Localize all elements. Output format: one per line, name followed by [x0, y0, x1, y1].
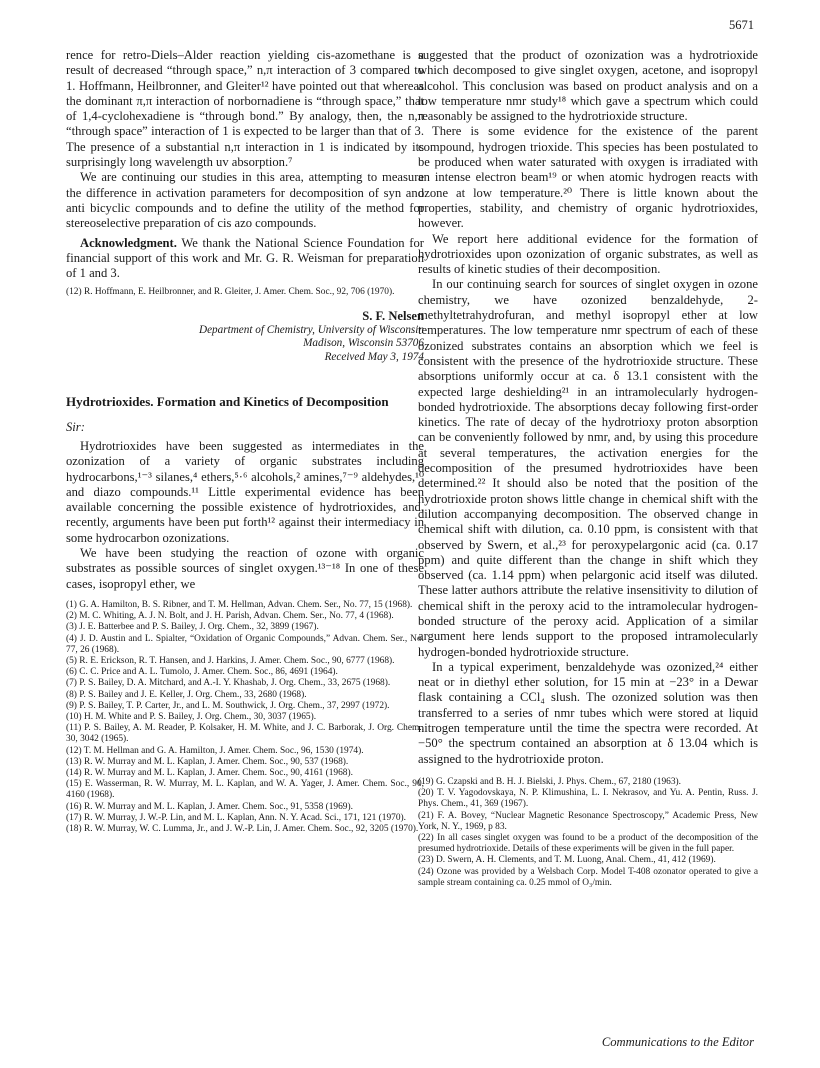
page-number: 5671 — [729, 18, 754, 32]
reference: (6) C. C. Price and A. L. Tumolo, J. Amer. Chem. Soc., 86, 4691 (1964). — [66, 667, 338, 678]
reference: (13) R. W. Murray and M. L. Kaplan, J. Amer. Chem. Soc., 90, 537 (1968). — [66, 756, 349, 767]
salutation: Sir: — [66, 419, 85, 434]
article-title: Hydrotrioxides. Formation and Kinetics of Decomposition — [66, 394, 389, 410]
reference: (10) H. M. White and P. S. Bailey, J. Org. Chem., 30, 3037 (1965). — [66, 711, 317, 722]
reference-list — [66, 600, 424, 835]
reference-list — [418, 777, 758, 889]
reference: (20) T. V. Yagodovskaya, N. P. Klimushina, L. I. Nekrasov, and Yu. A. Pentin, Russ. J. Phys. Chem., 41, 369 (1967). — [418, 788, 758, 810]
reference: (8) P. S. Bailey and J. E. Keller, J. Org. Chem., 33, 2680 (1968). — [66, 689, 307, 700]
reference: (2) M. C. Whiting, A. J. N. Bolt, and J. H. Parish, Advan. Chem. Ser., No. 77, 4 (1968). — [66, 611, 394, 622]
reference: (22) In all cases singlet oxygen was found to be a product of the decomposition of the presumed hydrotrioxide. Details of these experiments will be given in the full paper. — [418, 832, 758, 855]
reference: (7) P. S. Bailey, D. A. Mitchard, and A.-I. Y. Khashab, J. Org. Chem., 33, 2675 (1968). — [66, 678, 391, 689]
reference: (19) G. Czapski and B. H. J. Bielski, J. Phys. Chem., 67, 2180 (1963). — [418, 776, 682, 787]
reference: (18) R. W. Murray, W. C. Lumma, Jr., and J. W.-P. Lin, J. Amer. Chem. Soc., 92, 3205 (1970). — [66, 824, 419, 834]
acknowledgment — [66, 236, 424, 282]
reference: (1) G. A. Hamilton, B. S. Ribner, and T. M. Hellman, Advan. Chem. Ser., No. 77, 15 (1968). — [66, 599, 413, 610]
paragraph: In a typical experiment, benzaldehyde was ozonized,²⁴ either neat or in diethyl ether solution, for 15 min at −23° in a Dewar flask containing a CCl₄ slush. The ozonized solution was then transferred to a series of nmr tubes which were stored at liquid nitrogen temperature until the time the spectra were recorded. At −50° the spectrum contained an absorption at δ 13.04 which is assigned to the hydrotrioxide proton. — [418, 659, 758, 766]
affiliation-line: Department of Chemistry, University of Wisconsin — [199, 323, 424, 336]
acknowledgment-text: We thank the National Science Foundation for financial support of this work and Mr. G. R. Weisman for preparation of 1 and 3. — [66, 235, 424, 281]
reference: (4) J. D. Austin and L. Spialter, “Oxidation of Organic Compounds,” Advan. Chem. Ser., No. 77, 26 (1968). — [66, 633, 424, 655]
right-column — [418, 48, 758, 889]
paragraph: In our continuing search for sources of singlet oxygen in ozone chemistry, we have ozonized benzaldehyde, 2-methyltetrahydrofuran, and methyl isopropyl ether at low temperatures. The low temperature nmr spectrum of each of these ozonized substrates contains an absorption which we feel is consistent with the presence of the hydrotrioxide structure. These absorptions uniformly occur at ca. δ 13.1 consistent with the expected large deshielding²¹ in an intramolecularly hydrogen-bonded hydrotrioxide. The absorptions decay following first-order kinetics. The rate of decay of the hydrotrioxy proton absorption can be conveniently followed by nmr, and, by using this procedure at several temperatures, the activation energies for the decomposition of the presumed hydrotrioxides have been determined.²² It should also be noted that the position of the hydrotrioxide proton shows little change in chemical shift with the dilution accompanying decomposition. The observed change in chemical shift with dilution, ca. 0.10 ppm, is consistent with that observed by Swern, et al.,²³ for peroxypelargonic acid (ca. 0.17 ppm) and quite different than the change in shift which they observed (ca. 1.14 ppm) when pelargonic acid itself was diluted. These latter authors attribute the relative insensitivity to dilution of chemical shift in the peroxy acid to the intramolecular hydrogen-bonded structure of the peroxy acid. Application of a similar argument here lends support to the proposed intramolecularly hydrogen-bonded hydrotrioxide structure. — [418, 277, 758, 659]
paragraph: suggested that the product of ozonization was a hydrotrioxide which decomposed to give singlet oxygen, acetone, and isopropyl alcohol. This conclusion was based on product analysis and on a low temperature nmr study¹⁸ which gave a spectrum which could reasonably be assigned to the hydrotrioxide structure. — [418, 48, 758, 124]
reference: (21) F. A. Bovey, “Nuclear Magnetic Resonance Spectroscopy,” Academic Press, New York, N. Y., 1969, p 83. — [418, 810, 758, 832]
reference: (3) J. E. Batterbee and P. S. Bailey, J. Org. Chem., 32, 3899 (1967). — [66, 622, 319, 633]
reference: (12) T. M. Hellman and G. A. Hamilton, J. Amer. Chem. Soc., 96, 1530 (1974). — [66, 745, 364, 756]
reference: (15) E. Wasserman, R. W. Murray, M. L. Kaplan, and W. A. Yager, J. Amer. Chem. Soc., 90, 4160 (1968). — [66, 779, 424, 801]
received-date: Received May 3, 1974 — [324, 350, 424, 363]
acknowledgment-heading: Acknowledgment. — [80, 235, 177, 250]
section-footer: Communications to the Editor — [601, 1035, 754, 1049]
left-column — [66, 48, 424, 835]
paragraph: Hydrotrioxides have been suggested as intermediates in the ozonization of a variety of organic substrates including hydrocarbons,¹⁻³ silanes,⁴ ethers,⁵·⁶ alcohols,² amines,⁷⁻⁹ aldehydes,¹⁰ and diazo compounds.¹¹ Little experimental evidence has been available concerning the possible existence of hydrotrioxides, and, recently, arguments have been put forth¹² against their intermediacy in some hydrocarbon ozonizations. — [66, 438, 424, 545]
paragraph: We report here additional evidence for the formation of hydrotrioxides upon ozonization of organic substrates, as well as results of kinetic studies of their decomposition. — [418, 231, 758, 277]
reference: (17) R. W. Murray, J. W.-P. Lin, and M. L. Kaplan, Ann. N. Y. Acad. Sci., 171, 121 (1970). — [66, 812, 406, 823]
paragraph: We have been studying the reaction of ozone with organic substrates as possible sources of singlet oxygen.¹³⁻¹⁸ In one of these cases, isopropyl ether, we — [66, 546, 424, 591]
reference: (9) P. S. Bailey, T. P. Carter, Jr., and L. M. Southwick, J. Org. Chem., 37, 2997 (1972). — [66, 700, 390, 711]
paragraph: There is some evidence for the existence of the parent compound, hydrogen trioxide. This species has been postulated to be produced when water saturated with oxygen is irradiated with an intense electron beam¹⁹ or when atomic hydrogen reacts with ozone at low temperature.²⁰ There is little known about the properties, stability, and chemistry of organic hydrotrioxides, however. — [418, 124, 758, 231]
reference: (24) Ozone was provided by a Welsbach Corp. Model T-408 ozonator operated to give a sample stream containing ca. 0.25 mmol of O₃/min. — [418, 866, 758, 888]
paragraph: rence for retro-Diels–Alder reaction yielding cis-azomethane is a result of decreased “through space,” n,π interaction of 3 compared to 1. Hoffmann, Heilbronner, and Gleiter¹² have pointed out that whereas the dominant π,π interaction of norbornadiene is “through space,” that of 1,4-cyclohexadiene is “through bond.” By analogy, then, the n,π “through space” interaction of 1 is expected to be larger than that of 3. The presence of a substantial n,π interaction in 1 is indicated by its surprisingly long wavelength uv absorption.⁷ — [66, 48, 424, 170]
reference: (11) P. S. Bailey, A. M. Reader, P. Kolsaker, H. M. White, and J. C. Barborak, J. Org. Chem., 30, 3042 (1965). — [66, 723, 424, 745]
reference: (16) R. W. Murray and M. L. Kaplan, J. Amer. Chem. Soc., 91, 5358 (1969). — [66, 801, 353, 812]
footnote: (12) R. Hoffmann, E. Heilbronner, and R. Gleiter, J. Amer. Chem. Soc., 92, 706 (1970). — [66, 287, 395, 298]
author-name: S. F. Nelsen — [362, 308, 424, 323]
reference: (14) R. W. Murray and M. L. Kaplan, J. Amer. Chem. Soc., 90, 4161 (1968). — [66, 767, 353, 778]
reference: (23) D. Swern, A. H. Clements, and T. M. Luong, Anal. Chem., 41, 412 (1969). — [418, 855, 716, 866]
reference: (5) R. E. Erickson, R. T. Hansen, and J. Harkins, J. Amer. Chem. Soc., 90, 6777 (1968). — [66, 655, 395, 666]
paragraph: We are continuing our studies in this area, attempting to measure the difference in activation parameters for decomposition of syn and anti bicyclic compounds and to define the utility of the method for stereoselective preparation of cis azo compounds. — [66, 170, 424, 231]
affiliation-line: Madison, Wisconsin 53706 — [303, 337, 424, 350]
